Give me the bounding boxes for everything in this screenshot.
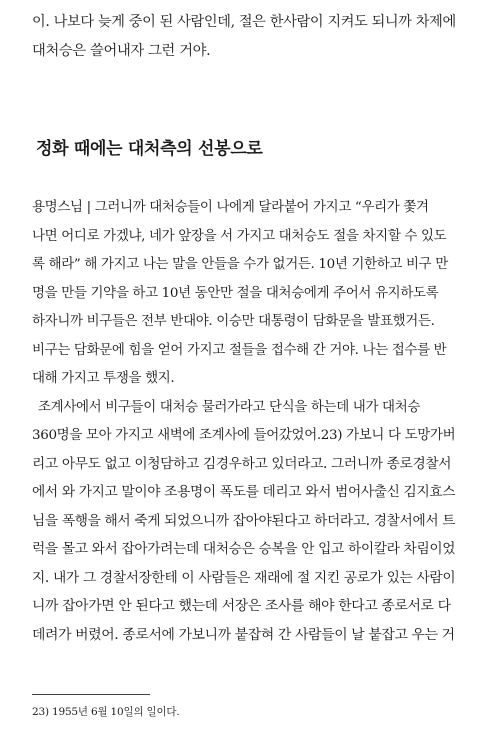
footnote-divider <box>32 694 150 695</box>
text-line: 데려가 버렸어. 종로서에 가보니까 붙잡혀 간 사람들이 날 붙잡고 우는 거 <box>32 626 455 643</box>
text-line: 록 해라” 해 가지고 나는 말을 안들을 수가 없거든. 10년 기한하고 비구 만 <box>32 256 448 272</box>
text-line: 용명스님 | 그러니까 대처승들이 나에게 달라붙어 가지고 “우리가 쫓겨 <box>32 199 429 215</box>
text-line: 나면 어디로 가겠냐, 네가 앞장을 서 가지고 대처승도 절을 차지할 수 있도 <box>32 227 447 244</box>
text-line: 대처승은 쓸어내자 그런 거야. <box>32 42 211 59</box>
section-heading: 정화 때에는 대처측의 선봉으로 <box>36 139 263 159</box>
footnote: 23) 1955년 6월 10일의 일이다. <box>32 706 180 718</box>
text-line: 하자니까 비구들은 전부 반대야. 이승만 대통령이 담화문을 발표했거든. <box>32 313 435 329</box>
text-line: 360명을 모아 가지고 새벽에 조계사에 들어갔었어.23) 가보니 다 도망가버 <box>32 427 456 443</box>
text-line: 지. 내가 그 경찰서장한테 이 사람들은 재래에 절 지킨 공로가 있는 사람이 <box>32 569 456 586</box>
text-line: 이. 나보다 늦게 중이 된 사람인데, 절은 한사람이 지켜도 되니까 차제에 <box>32 14 456 30</box>
text-line: 리고 아무도 없고 이청담하고 김경우하고 있더라고. 그러니까 종로경찰서 <box>32 455 452 472</box>
text-line: 명을 만들 기약을 하고 10년 동안만 절을 대처승에게 주어서 유지하도록 <box>32 284 439 301</box>
body-text <box>32 193 455 649</box>
text-line: 비구는 담화문에 힘을 얻어 가지고 절들을 접수해 간 거야. 나는 접수를 반 <box>32 341 447 358</box>
text-line: 대해 가지고 투쟁을 했지. <box>32 370 175 386</box>
text-line: 니까 잡아가면 안 된다고 했는데 서장은 조사를 해야 한다고 종로서로 다 <box>32 598 451 614</box>
text-line: 조계사에서 비구들이 대처승 물러가라고 단식을 하는데 내가 대처승 <box>38 398 421 415</box>
text-line: 에서 와 가지고 말이야 조용명이 폭도를 데리고 와서 범어사출신 김지효스 <box>32 484 456 500</box>
text-line: 님을 폭행을 해서 죽게 되었으니까 잡아야된다고 하더라고. 경찰서에서 트 <box>32 512 456 529</box>
text-line: 럭을 몰고 와서 잡아가려는데 대처승은 승복을 안 입고 하이칼라 차림이었 <box>32 541 456 557</box>
top-paragraph <box>32 8 456 65</box>
